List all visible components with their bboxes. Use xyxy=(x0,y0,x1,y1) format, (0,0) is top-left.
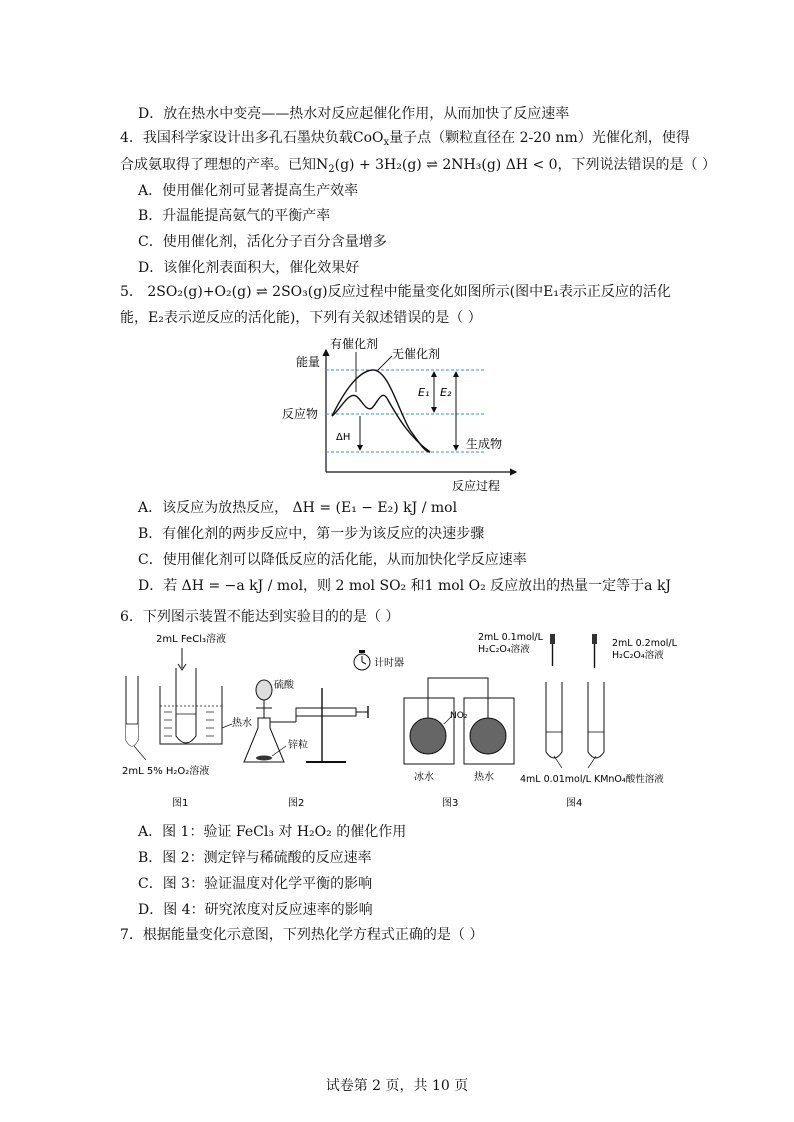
q4-option-a: A．使用催化剂可显著提高生产效率 xyxy=(138,183,359,199)
fig2-separatory-funnel xyxy=(256,680,272,700)
fig4-dropper-left xyxy=(550,634,555,644)
q4-stem-line1-sub: x xyxy=(383,137,390,148)
label-e2: E₂ xyxy=(440,386,452,399)
fig1-label-hot-water: 热水 xyxy=(232,718,252,729)
fig2-caption: 图2 xyxy=(288,798,305,809)
label-reactants: 反应物 xyxy=(282,407,319,421)
fig2 xyxy=(244,650,404,809)
fig4-test-tube-left xyxy=(546,682,562,758)
q6-stem: 6．下列图示装置不能达到实验目的的是（ ） xyxy=(120,609,400,625)
q7-stem: 7．根据能量变化示意图，下列热化学方程式正确的是（ ） xyxy=(120,927,484,943)
fig2-label-timer: 计时器 xyxy=(374,658,404,669)
q4-option-c: C．使用催化剂，活化分子百分含量增多 xyxy=(138,234,387,250)
q5-stem-line2: 能，E₂表示逆反应的活化能)，下列有关叙述错误的是（ ） xyxy=(120,310,482,326)
label-e1: E₁ xyxy=(418,386,430,399)
q5-option-c: C．使用催化剂可以降低反应的活化能，从而加快化学反应速率 xyxy=(138,552,527,568)
fig2-zinc-granules xyxy=(256,756,272,761)
fig4-test-tube-right xyxy=(588,682,604,758)
label-products: 生成物 xyxy=(466,437,503,451)
uncatalyzed-pointer xyxy=(378,356,392,370)
label-catalyzed: 有催化剂 xyxy=(330,337,379,351)
q4-stem-line2-eq: (g) + 3H₂(g) ⇌ 2NH₃(g) ΔH < 0，下列说法错误的是（ ） xyxy=(334,157,717,173)
fig3-label-no2: NO₂ xyxy=(450,711,468,721)
fig4-label-bottom: 4mL 0.01mol/L KMnO₄酸性溶液 xyxy=(520,774,664,785)
fig1-test-tube-in-beaker xyxy=(176,668,196,743)
q6-option-d: D．图 4：研究浓度对反应速率的影响 xyxy=(138,902,373,918)
catalyzed-curve xyxy=(332,395,430,452)
fig1-label-bottom: 2mL 5% H₂O₂溶液 xyxy=(122,766,210,777)
label-uncatalyzed: 无催化剂 xyxy=(392,347,441,361)
fig3 xyxy=(404,678,514,809)
fig4-label-left-1: 2mL 0.1mol/L xyxy=(478,632,543,643)
q6-option-a: A．图 1：验证 FeCl₃ 对 H₂O₂ 的催化作用 xyxy=(138,824,407,840)
page-footer: 试卷第 2 页，共 10 页 xyxy=(325,1078,469,1094)
fig4-label-left-2: H₂C₂O₄溶液 xyxy=(478,644,530,655)
fig2-label-acid: 硫酸 xyxy=(274,680,294,691)
q4-stem-line1 xyxy=(120,128,690,153)
label-dh: ΔH xyxy=(336,432,351,443)
fig3-flask-left xyxy=(410,718,446,754)
fig4 xyxy=(478,632,678,809)
q4-option-b: B．升温能提高氨气的平衡产率 xyxy=(138,208,331,224)
q4-stem-line2-sub: 2 xyxy=(328,164,335,175)
fig1-beaker xyxy=(160,686,222,744)
fig2-syringe xyxy=(296,708,356,716)
fig2-label-zn: 锌粒 xyxy=(288,740,308,751)
q4-stem-line1-b: 量子点（颗粒直径在 2-20 nm）光催化剂，使得 xyxy=(389,130,690,146)
x-axis-label: 反应过程 xyxy=(452,479,501,493)
fig3-flask-right xyxy=(470,718,506,754)
fig1 xyxy=(122,632,252,809)
q5-option-d: D．若 ΔH = −a kJ / mol，则 2 mol SO₂ 和1 mol O₂ 反应放出的热量一定等于a kJ xyxy=(138,578,672,594)
q5-option-b: B．有催化剂的两步反应中，第一步为该反应的决速步骤 xyxy=(138,526,485,542)
q4-stem-line2-a: 合成氨取得了理想的产率。已知N xyxy=(120,157,329,173)
fig3-caption: 图3 xyxy=(442,798,459,809)
fig4-dropper-right xyxy=(592,634,597,644)
fig1-label-top: 2mL FeCl₃溶液 xyxy=(156,634,226,645)
q4-option-d: D．该催化剂表面积大，催化效果好 xyxy=(138,260,360,276)
fig4-label-right-2: H₂C₂O₄溶液 xyxy=(612,650,664,661)
fig3-label-ice: 冰水 xyxy=(414,772,434,783)
q6-apparatus-figures xyxy=(110,628,710,814)
fig4-label-right-1: 2mL 0.2mol/L xyxy=(612,638,677,649)
fig1-hot-water-lines xyxy=(164,712,214,736)
q5-option-a: A．该反应为放热反应， ΔH = (E₁ − E₂) kJ / mol xyxy=(138,500,458,516)
q4-stem-line2 xyxy=(120,155,716,180)
q6-option-b: B．图 2：测定锌与稀硫酸的反应速率 xyxy=(138,850,372,866)
q3-option-d: D．放在热水中变亮——热水对反应起催化作用，从而加快了反应速率 xyxy=(138,106,570,122)
q6-option-c: C．图 3：验证温度对化学平衡的影响 xyxy=(138,876,373,892)
q5-stem-line1: 5． 2SO₂(g)+O₂(g) ⇌ 2SO₃(g)反应过程中能量变化如图所示(图中E₁表示正反应的活化 xyxy=(120,284,671,300)
q5-energy-diagram xyxy=(280,330,540,495)
fig4-caption: 图4 xyxy=(566,798,583,809)
fig3-label-hot: 热水 xyxy=(474,772,494,783)
y-axis-label: 能量 xyxy=(296,355,321,369)
fig1-caption: 图1 xyxy=(172,798,189,809)
fig3-connecting-tube xyxy=(428,678,488,692)
q4-stem-line1-a: 4．我国科学家设计出多孔石墨炔负载CoO xyxy=(120,130,384,146)
